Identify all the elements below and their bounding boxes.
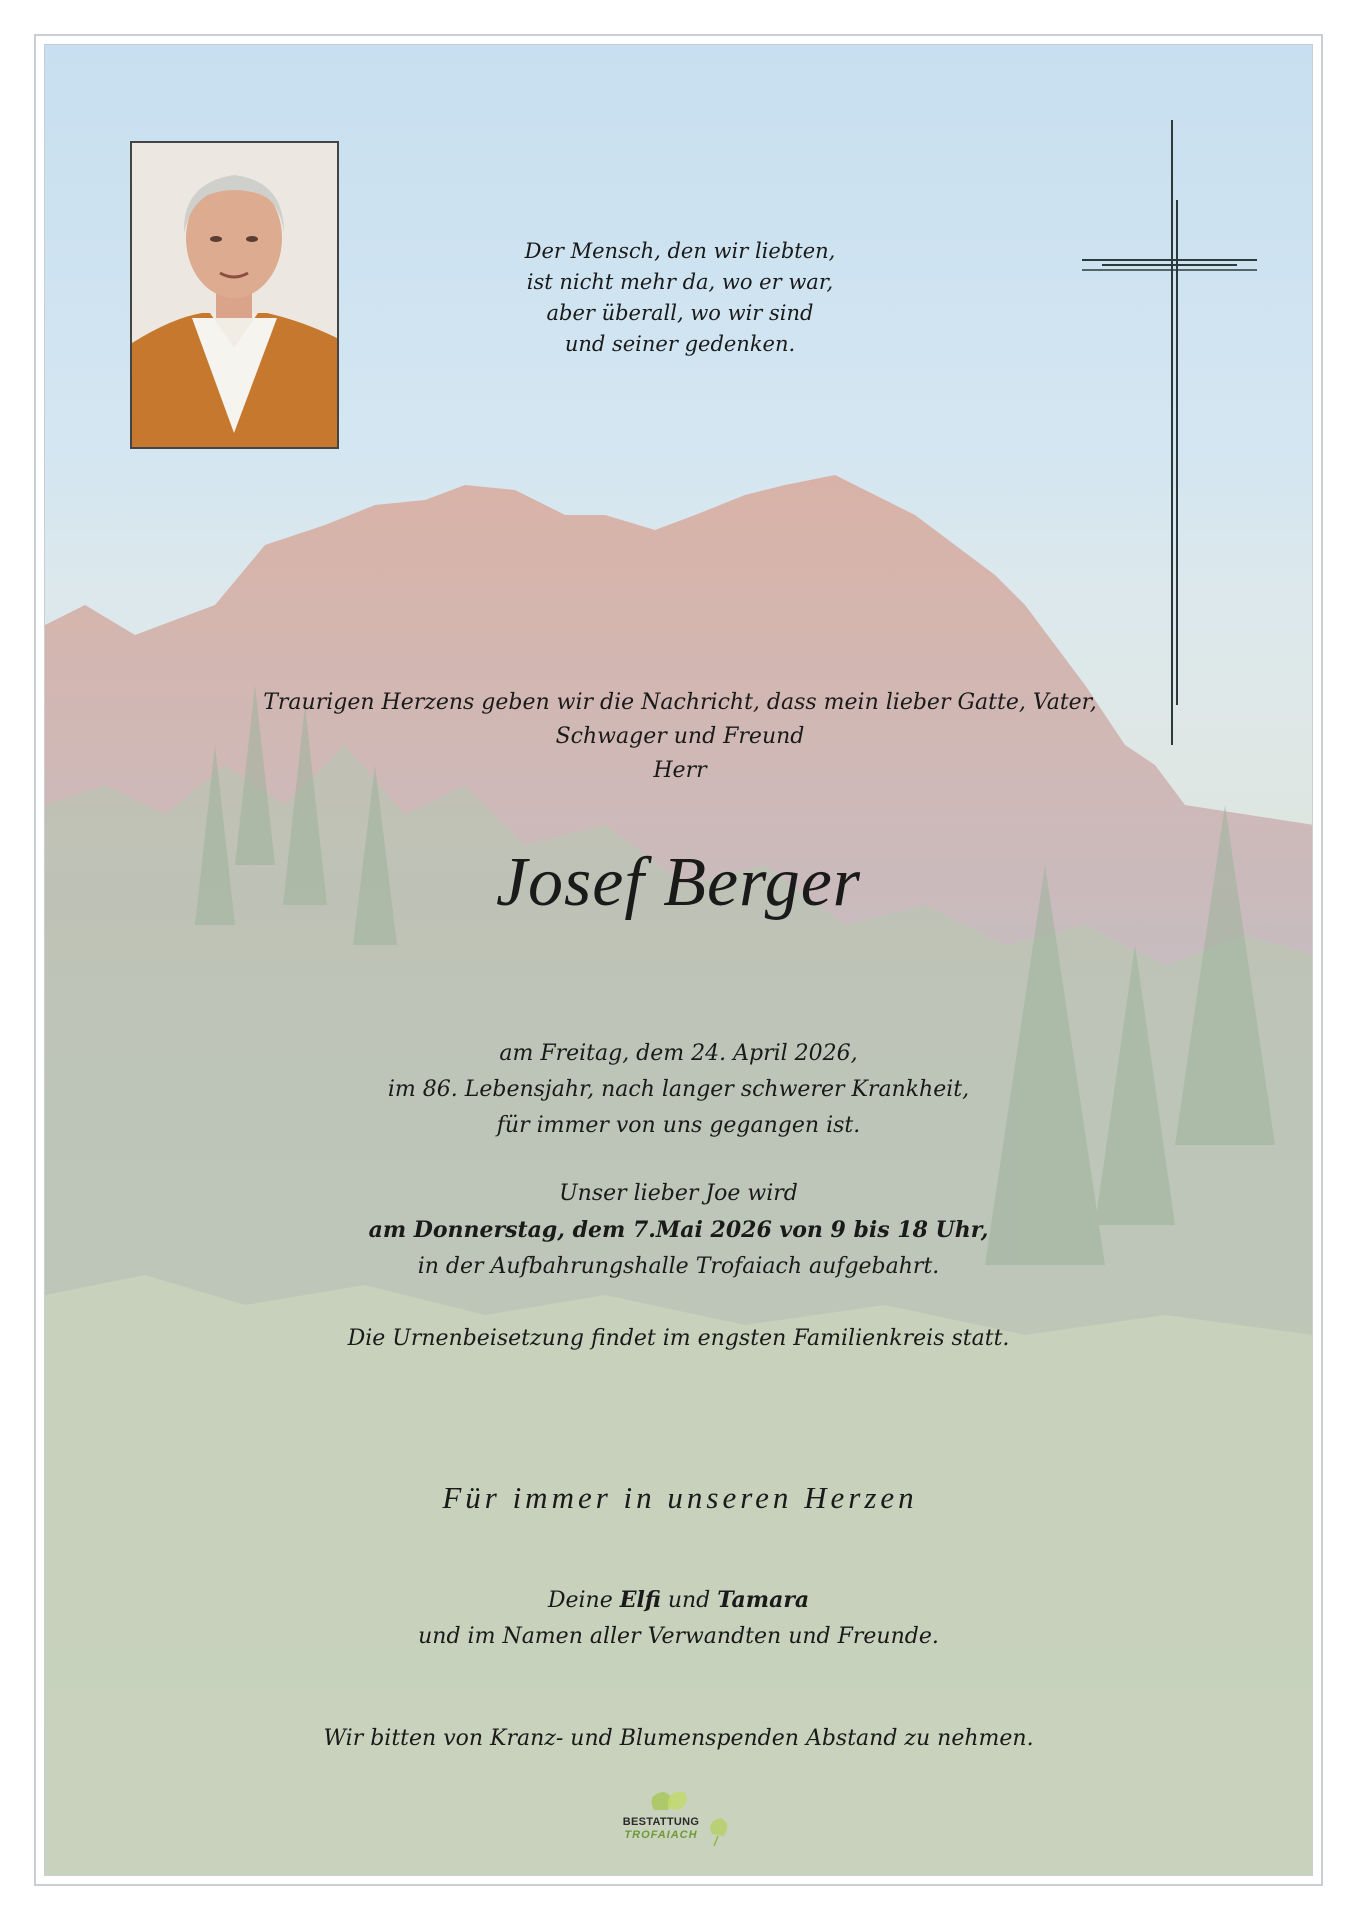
funeral-home-logo bbox=[616, 1802, 750, 1862]
portrait-photo bbox=[130, 141, 339, 449]
signature-conjunction: und bbox=[667, 1588, 711, 1613]
intro-line: Herr bbox=[653, 758, 707, 783]
wake-date-time: am Donnerstag, dem 7.Mai 2026 von 9 bis 18 Uhr, bbox=[368, 1217, 989, 1243]
donation-request: Wir bitten von Kranz- und Blumenspenden Abstand zu nehmen. bbox=[323, 1726, 1034, 1751]
signature-name-2: Tamara bbox=[717, 1587, 810, 1613]
signature-block bbox=[44, 1582, 1313, 1655]
wake-location: in der Aufbahrungshalle Trofaiach aufgebahrt. bbox=[417, 1254, 940, 1279]
poem-line: Der Mensch, den wir liebten, bbox=[524, 239, 836, 263]
deceased-name: Josef Berger bbox=[495, 844, 862, 921]
death-line: für immer von uns gegangen ist. bbox=[496, 1113, 861, 1138]
cross-icon bbox=[1082, 120, 1262, 780]
poem-line: und seiner gedenken. bbox=[564, 332, 796, 356]
announcement-intro bbox=[230, 686, 1130, 788]
urn-notice: Die Urnenbeisetzung findet im engsten Familienkreis statt. bbox=[347, 1326, 1010, 1351]
death-line: am Freitag, dem 24. April 2026, bbox=[499, 1041, 858, 1066]
death-notice bbox=[44, 1036, 1313, 1144]
logo-text-line2: TROFAIACH bbox=[624, 1829, 698, 1841]
logo-text-line1: BESTATTUNG bbox=[622, 1816, 700, 1828]
death-line: im 86. Lebensjahr, nach langer schwerer Krankheit, bbox=[387, 1077, 970, 1102]
signature-name-1: Elfi bbox=[619, 1587, 661, 1613]
signature-relatives: und im Namen aller Verwandten und Freunde. bbox=[418, 1624, 939, 1649]
poem-line: ist nicht mehr da, wo er war, bbox=[526, 270, 834, 294]
wake-notice bbox=[44, 1176, 1313, 1285]
portrait-illustration bbox=[132, 143, 337, 447]
poem-line: aber überall, wo wir sind bbox=[546, 301, 814, 325]
intro-line: Schwager und Freund bbox=[555, 724, 805, 749]
wake-line: Unser lieber Joe wird bbox=[559, 1181, 798, 1206]
memorial-motto: Für immer in unseren Herzen bbox=[442, 1480, 918, 1515]
intro-line: Traurigen Herzens geben wir die Nachricht, dass mein lieber Gatte, Vater, bbox=[263, 690, 1097, 715]
signature-prefix: Deine bbox=[547, 1588, 613, 1613]
memorial-poem bbox=[480, 236, 880, 360]
